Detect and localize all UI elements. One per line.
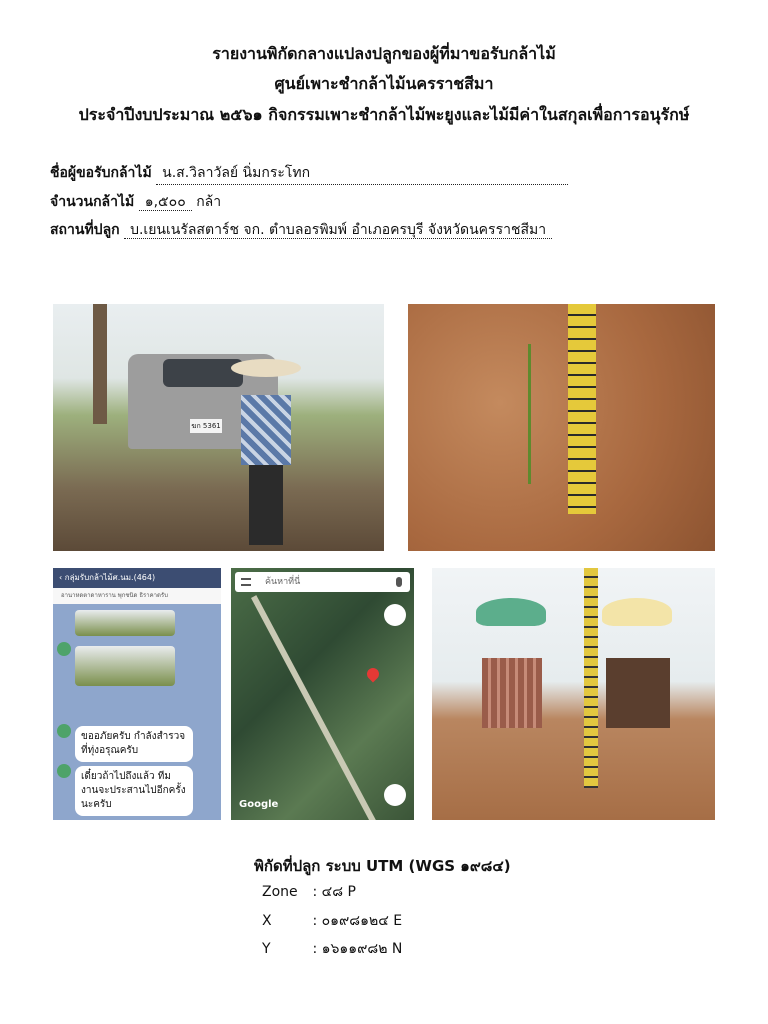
x-label: X [262,913,272,929]
brown-jacket [606,658,670,728]
plaid-shirt [241,395,291,465]
license-plate: ฆก 5361 [190,419,222,433]
photo-recipient-truck [53,304,384,551]
quantity-row [50,191,221,213]
official-person-2 [592,598,682,778]
chat-header [53,568,221,588]
layers-icon [384,604,406,626]
chat-photo-2 [75,646,175,686]
chat-announcement: อานาหดตาดาหาราน พุกชนิด ธิราคาดรับ [53,588,221,604]
recipient-person [235,359,297,549]
location-value: บ.เยนเนรัลสตาร์ช จก. ตำบลอรพิมพ์ อำเภอครบุรี จังหวัดนครราชสีมา [124,222,552,239]
tree-trunk [93,304,107,424]
chat-group-title: กลุ่มรับกล้าไม้ศ.นม.(464) [64,573,156,582]
menu-icon [241,578,251,586]
chat-message-2: เดี๋ยวถ้าไปถึงแล้ว ทีมงานจะประสานไปอีกครั้งนะครับ [75,766,193,816]
quantity-label: จำนวนกล้าไม้ [50,194,135,210]
quantity-value: ๑,๕๐๐ [139,194,192,211]
official-person-1 [472,598,552,778]
zone-label: Zone [262,884,298,900]
chat-screenshot [53,568,221,820]
utm-x-row [262,910,402,932]
utm-zone-row [262,881,356,903]
sender-avatar [57,764,71,778]
location-label: สถานที่ปลูก [50,222,120,238]
map-road [251,595,378,820]
report-title: รายงานพิกัดกลางแปลงปลูกของผู้ที่มาขอรับกล้าไม้ [212,44,556,63]
x-value: : ๐๑๙๘๑๒๔ E [312,913,403,929]
photo-seedling-ruler [408,304,715,551]
recipient-label: ชื่อผู้ขอรับกล้าไม้ [50,165,152,181]
utm-title: พิกัดที่ปลูก ระบบ UTM (WGS ๑๙๘๔) [254,857,511,875]
back-arrow-icon: ‹ [59,573,65,582]
location-pin-icon [365,666,382,683]
fiscal-year-line: ประจำปีงบประมาณ ๒๕๖๑ กิจกรรมเพาะชำกล้าไม้พะยูงและไม้มีค่าในสกุลเพื่อการอนุรักษ์ [78,105,690,124]
location-row [50,219,552,241]
recipient-row [50,162,568,185]
photo-officials-measuring [432,568,715,820]
chat-photo-1 [75,610,175,636]
plaid-shirt [482,658,542,728]
y-label: Y [262,941,271,957]
yellow-hat [602,598,672,626]
microphone-icon [396,577,402,587]
hat [231,359,301,377]
utm-y-row [262,938,402,960]
google-logo: Google [239,799,279,810]
recipient-value: น.ส.วิลาวัลย์ นิ่มกระโทก [156,162,568,185]
chat-message-1: ขออภัยครับ กำลังสำรวจที่ทุ่งอรุณครับ [75,726,193,762]
green-hat [476,598,546,626]
seedling [528,344,571,484]
my-location-icon [384,784,406,806]
y-value: : ๑๖๑๑๙๘๒ N [312,941,403,957]
map-screenshot [231,568,414,820]
sender-avatar [57,724,71,738]
truck-window [163,359,243,387]
quantity-unit: กล้า [196,194,222,210]
map-search-bar [235,572,410,592]
legs [249,465,283,545]
map-search-placeholder: ค้นหาที่นี่ [265,577,301,587]
sender-avatar [57,642,71,656]
center-name: ศูนย์เพาะชำกล้าไม้นครราชสีมา [274,74,494,93]
measuring-staff [568,304,596,514]
zone-value: : ๔๘ P [312,884,356,900]
